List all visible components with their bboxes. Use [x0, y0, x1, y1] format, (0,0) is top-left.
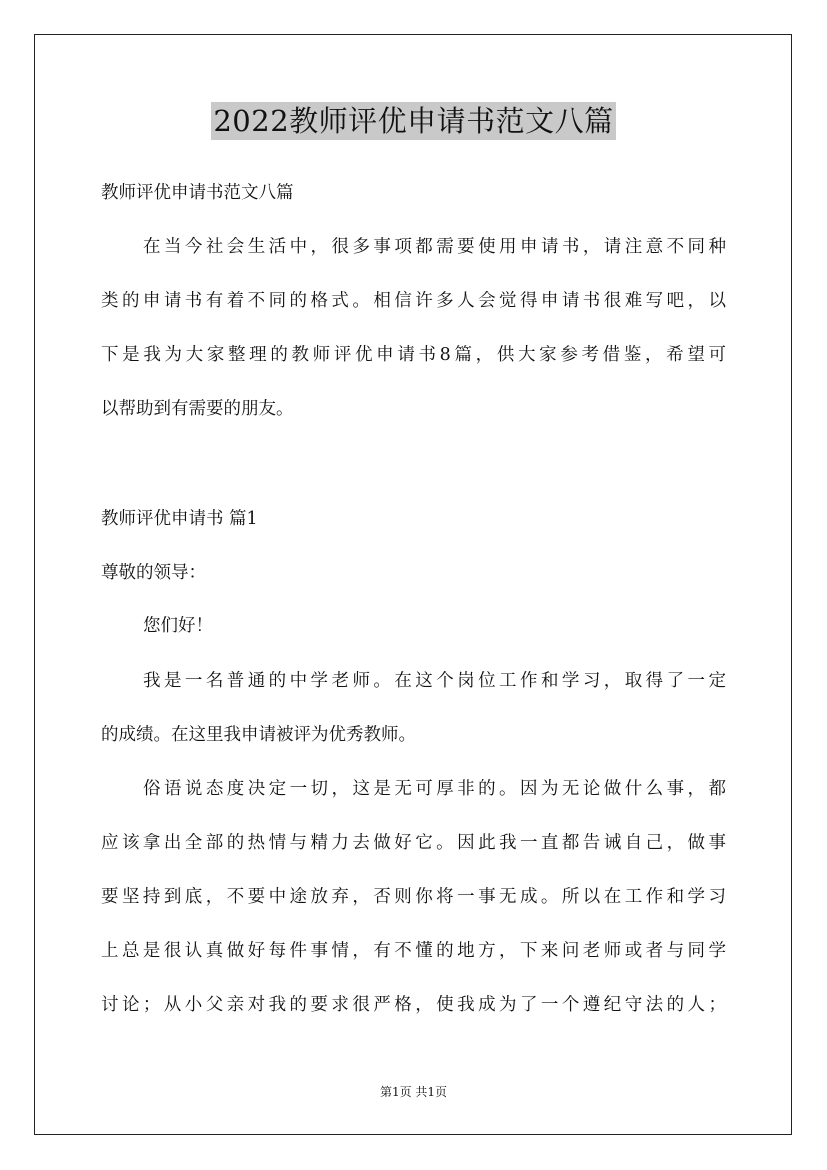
title-container — [0, 102, 827, 140]
paragraph-line: 应该拿出全部的热情与精力去做好它。因此我一直都告诫自己，做事 — [101, 833, 726, 853]
paragraph-line: 上总是很认真做好每件事情，有不懂的地方，下来问老师或者与同学 — [101, 941, 726, 961]
page-number-label: 第1页 共1页 — [379, 1085, 448, 1099]
intro-paragraph — [101, 220, 726, 436]
page-footer — [0, 1083, 827, 1101]
intro-line: 在当今社会生活中，很多事项都需要使用申请书，请注意不同种 — [143, 237, 726, 257]
paragraph-line: 的成绩。在这里我申请被评为优秀教师。 — [101, 725, 416, 745]
body-paragraph-2 — [101, 762, 726, 1032]
section-heading: 教师评优申请书 篇1 — [101, 509, 258, 529]
paragraph-line: 俗语说态度决定一切，这是无可厚非的。因为无论做什么事，都 — [143, 779, 726, 799]
intro-line: 下是我为大家整理的教师评优申请书8篇，供大家参考借鉴，希望可 — [101, 345, 726, 365]
intro-line: 类的申请书有着不同的格式。相信许多人会觉得申请书很难写吧，以 — [101, 291, 726, 311]
paragraph-line: 要坚持到底，不要中途放弃，否则你将一事无成。所以在工作和学习 — [101, 887, 726, 907]
document-title: 2022教师评优申请书范文八篇 — [213, 104, 614, 138]
paragraph-line: 讨论；从小父亲对我的要求很严格，使我成为了一个遵纪守法的人； — [101, 995, 726, 1015]
greeting: 您们好！ — [143, 616, 213, 636]
paragraph-line: 我是一名普通的中学老师。在这个岗位工作和学习，取得了一定 — [143, 671, 726, 691]
salutation: 尊敬的领导： — [101, 563, 206, 583]
body-paragraph-1 — [101, 654, 726, 762]
document-subtitle: 教师评优申请书范文八篇 — [101, 183, 294, 203]
intro-line: 以帮助到有需要的朋友。 — [101, 399, 294, 419]
